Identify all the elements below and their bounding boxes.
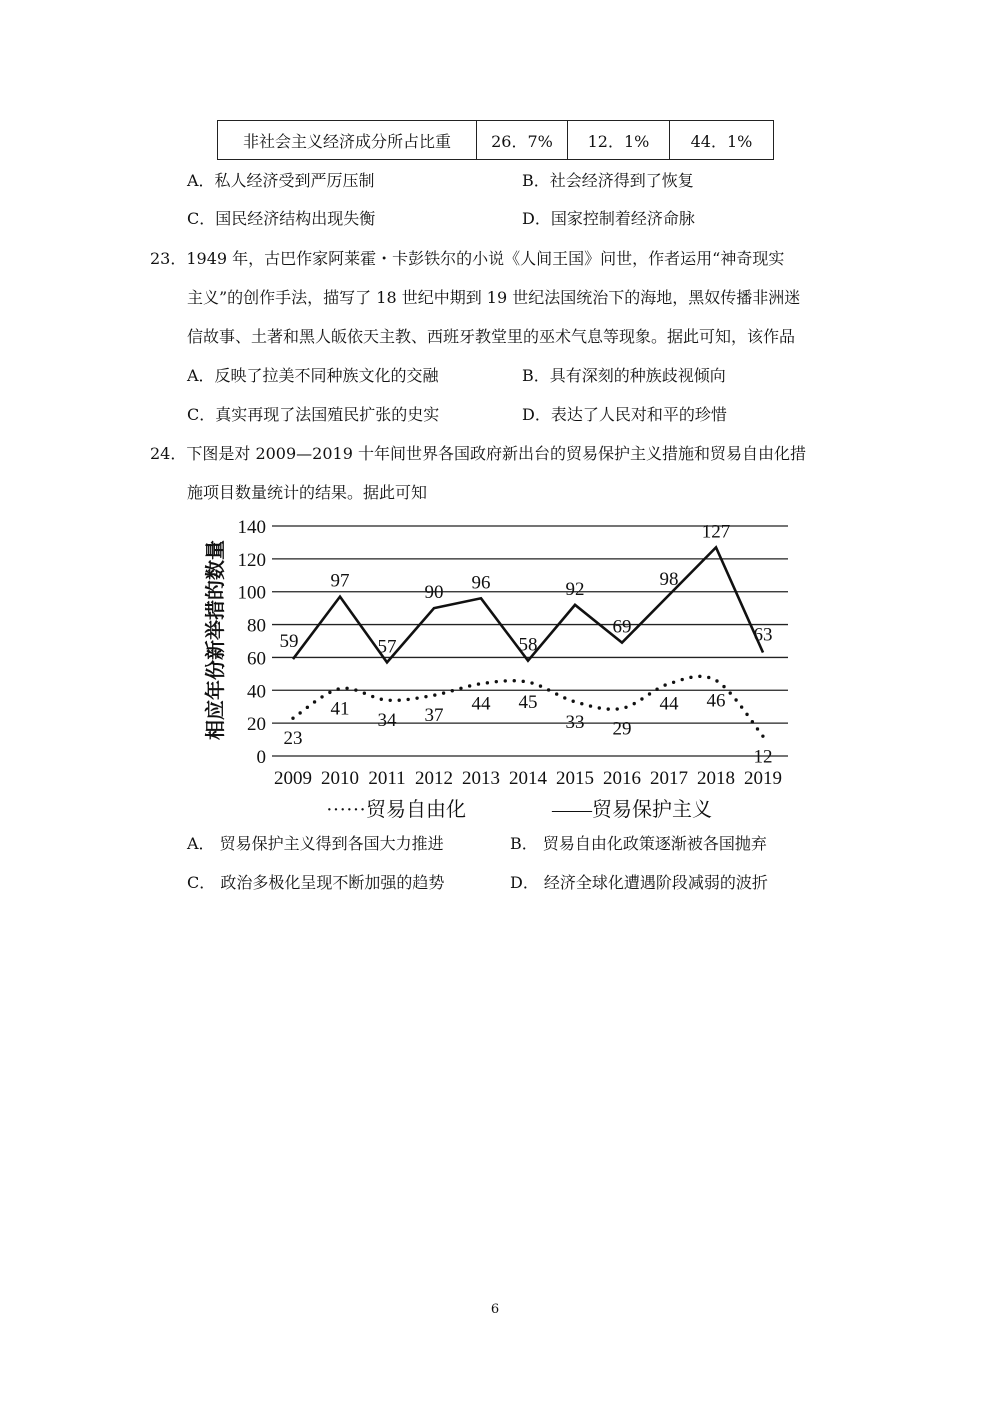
q23-option-c: C．真实再现了法国殖民扩张的史实 (187, 405, 440, 424)
x-tick-label: 2017 (650, 768, 688, 789)
chart-y-axis-label: 相应年份新举措的数量 (205, 540, 227, 740)
trade-measures-chart (190, 510, 810, 830)
data-label-free-trade: 33 (565, 711, 585, 733)
data-label-free-trade: 46 (706, 690, 726, 712)
data-label-protectionism: 96 (471, 572, 491, 594)
data-label-protectionism: 127 (701, 521, 731, 543)
y-tick-label: 40 (247, 681, 266, 703)
table-row (218, 121, 774, 160)
x-tick-label: 2014 (509, 768, 547, 789)
x-tick-label: 2015 (556, 768, 594, 789)
data-label-free-trade: 29 (612, 718, 632, 740)
q23-option-d: D．表达了人民对和平的珍惜 (522, 405, 727, 424)
x-tick-label: 2013 (462, 768, 500, 789)
chart-y-ticks (238, 517, 267, 768)
y-tick-label: 120 (237, 549, 266, 571)
x-tick-label: 2009 (274, 768, 312, 789)
q24-option-c: C． 政治多极化呈现不断加强的趋势 (187, 873, 445, 892)
page-number: 6 (490, 1302, 500, 1317)
q24-line-1: 24．下图是对 2009—2019 十年间世界各国政府新出台的贸易保护主义措施和贸易自由化措 (150, 444, 806, 463)
q24-option-d: D． 经济全球化遭遇阶段减弱的波折 (510, 873, 768, 892)
y-tick-label: 60 (247, 648, 266, 670)
x-tick-label: 2018 (697, 768, 735, 789)
data-label-protectionism: 57 (377, 636, 397, 658)
y-tick-label: 140 (237, 517, 266, 538)
q23-line-3: 信故事、土著和黑人皈依天主教、西班牙教堂里的巫术气息等现象。据此可知，该作品 (187, 327, 796, 346)
table-cell: 44．1% (670, 121, 774, 160)
table-cell: 26．7% (477, 121, 568, 160)
x-tick-label: 2019 (744, 768, 782, 789)
legend-item-protectionism: ——贸易保护主义 (552, 799, 712, 821)
q24-option-b: B． 贸易自由化政策逐渐被各国抛弃 (510, 834, 767, 853)
y-tick-label: 100 (237, 582, 266, 604)
data-label-free-trade: 44 (471, 693, 491, 715)
data-label-protectionism: 97 (330, 570, 350, 592)
q22-option-c: C．国民经济结构出现失衡 (187, 209, 376, 228)
data-label-free-trade: 41 (330, 698, 350, 720)
economy-table (217, 120, 774, 160)
q22-option-d: D．国家控制着经济命脉 (522, 209, 695, 228)
x-tick-label: 2016 (603, 768, 641, 789)
data-label-free-trade: 12 (753, 746, 773, 768)
q24-option-a: A． 贸易保护主义得到各国大力推进 (187, 834, 444, 853)
data-label-free-trade: 23 (283, 728, 303, 750)
data-label-free-trade: 45 (518, 692, 538, 714)
y-tick-label: 80 (247, 615, 266, 637)
legend-item-free-trade: ······贸易自由化 (326, 799, 466, 821)
q23-option-a: A．反映了拉美不同种族文化的交融 (187, 366, 439, 385)
y-tick-label: 0 (256, 747, 266, 768)
q23-line-1: 23．1949 年，古巴作家阿莱霍・卡彭铁尔的小说《人间王国》问世，作者运用“神奇现实 (150, 249, 785, 268)
data-label-protectionism: 92 (565, 578, 585, 600)
q22-option-a: A．私人经济受到严厉压制 (187, 171, 375, 190)
data-label-free-trade: 44 (659, 693, 679, 715)
q22-option-b: B．社会经济得到了恢复 (522, 171, 694, 190)
q23-line-2: 主义”的创作手法，描写了 18 世纪中期到 19 世纪法国统治下的海地，黑奴传播非洲迷 (187, 288, 801, 307)
data-label-protectionism: 69 (612, 616, 632, 638)
data-label-free-trade: 34 (377, 710, 397, 732)
q23-option-b: B．具有深刻的种族歧视倾向 (522, 366, 726, 385)
table-cell: 12．1% (568, 121, 670, 160)
data-label-protectionism: 63 (753, 624, 773, 646)
q24-line-2: 施项目数量统计的结果。据此可知 (187, 483, 428, 502)
x-tick-label: 2010 (321, 768, 359, 789)
x-tick-label: 2012 (415, 768, 453, 789)
y-tick-label: 20 (247, 714, 266, 736)
table-row-label: 非社会主义经济成分所占比重 (218, 121, 477, 160)
data-label-protectionism: 59 (279, 631, 299, 653)
data-label-protectionism: 98 (659, 569, 679, 590)
data-label-protectionism: 90 (424, 582, 444, 604)
data-label-protectionism: 58 (518, 634, 538, 656)
data-label-free-trade: 37 (424, 705, 444, 727)
chart-x-ticks (274, 768, 782, 789)
x-tick-label: 2011 (368, 768, 406, 789)
